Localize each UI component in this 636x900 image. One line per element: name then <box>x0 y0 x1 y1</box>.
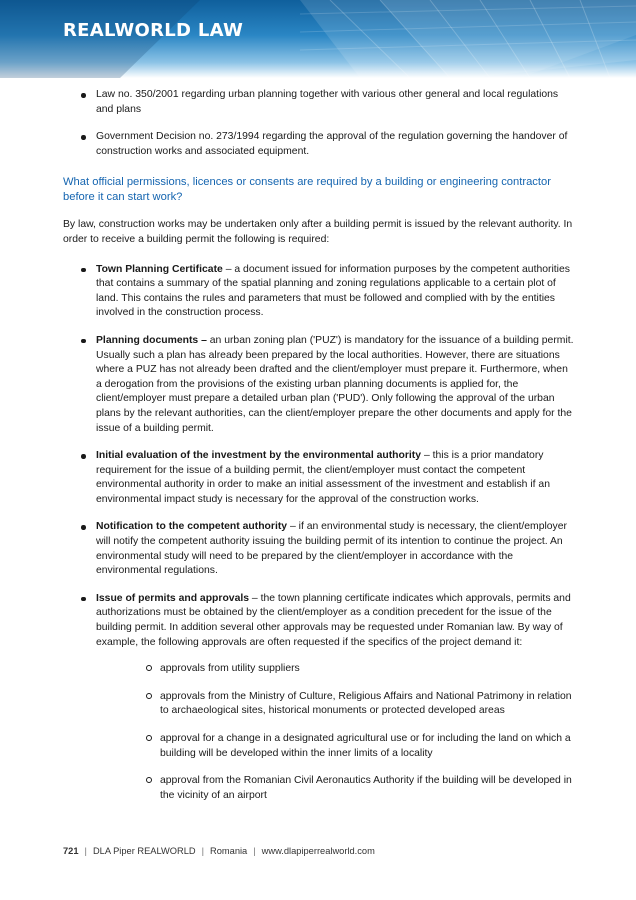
requirement-term: Issue of permits and approvals <box>96 592 250 604</box>
bullet-icon <box>81 135 86 140</box>
requirement-item <box>63 592 576 804</box>
body-paragraph: By law, construction works may be undertaken only after a building permit is issued by the relevant authority. In order to receive a building permit the following is required: <box>63 219 573 245</box>
requirement-term: Initial evaluation of the investment by the environmental authority <box>96 450 422 462</box>
requirement-text: – a document issued for information purposes by the competent authorities that contains a summary of the spatial planning and zoning regulations applicable to a certain plot of land. This contains the rules and parameters that must be followed and complied with by the entities involved in the construction process. <box>96 263 570 319</box>
requirement-item <box>63 520 576 578</box>
approval-item <box>96 732 576 761</box>
approval-text: approvals from utility suppliers <box>160 663 300 675</box>
bullet-icon <box>81 339 86 344</box>
list-item-text: Law no. 350/2001 regarding urban planning together with various other general and local regulations and plans <box>96 89 559 115</box>
approval-item <box>96 690 576 719</box>
bullet-icon <box>81 268 86 273</box>
document-body <box>63 88 576 816</box>
requirement-text: – this is a prior mandatory requirement for the issue of a building permit, the client/employer must contact the competent environmental authority in order to make an initial assessment of the investment and establish if an environmental impact study is necessary for the approval of the construction works. <box>96 450 550 505</box>
header-banner <box>0 0 636 78</box>
approvals-list <box>96 662 576 803</box>
intro-bullet-list <box>63 88 576 159</box>
requirement-text: – the town planning certificate indicates which approvals, permits and authorizations must be obtained by the client/employer as a condition precedent for the issue of the building permit. In addition several other approvals may be requested under Romanian law. By way of example, the following approvals are often requested if the specifics of the project demand it: <box>96 592 571 648</box>
approval-item <box>96 774 576 803</box>
footer-separator: | <box>201 846 205 856</box>
list-item-text: Government Decision no. 273/1994 regarding the approval of the regulation governing the handover of construction works and associated equipment. <box>96 131 568 157</box>
bullet-icon <box>81 454 86 459</box>
requirement-item <box>63 449 576 507</box>
requirement-item <box>63 263 576 321</box>
hollow-bullet-icon <box>146 665 152 671</box>
requirement-term: Town Planning Certificate <box>96 263 223 275</box>
requirements-list <box>63 263 576 804</box>
approval-text: approval from the Romanian Civil Aeronautics Authority if the building will be developed in the vicinity of an airport <box>160 775 572 801</box>
approval-item <box>96 662 576 677</box>
page-footer <box>63 846 375 856</box>
requirement-text: an urban zoning plan ('PUZ') is mandatory for the issuance of a building permit. Usually such a plan has already been prepared by the local authorities. However, there are situations where a PUZ has not already been drafted and the client/employer must prepare it. Furthermore, when a derogation from the provisions of the existing urban planning documents is applied for, the client/employer must prepare a detailed urban plan ('PUD'). Only following the approval of the urban plans by the relevant authorities, can the client/employer prepare the other documents and apply for the issue of a building permit. <box>96 334 574 434</box>
requirement-term: Notification to the competent authority <box>96 521 288 533</box>
list-item <box>63 130 576 159</box>
approval-text: approvals from the Ministry of Culture, Religious Affairs and National Patrimony in relation to archaeological sites, historical monuments or protected developed areas <box>160 690 572 717</box>
requirement-item <box>63 334 576 436</box>
approval-text: approval for a change in a designated agricultural use or for including the land on which a building will be developed within the inner limits of a locality <box>160 733 571 759</box>
bullet-icon <box>81 525 86 530</box>
footer-country: Romania <box>210 846 248 856</box>
requirement-term: Planning documents – <box>96 334 207 346</box>
footer-website-link: www.dlapiperrealworld.com <box>261 846 375 856</box>
hollow-bullet-icon <box>146 693 152 699</box>
hollow-bullet-icon <box>146 735 152 741</box>
page-number: 721 <box>63 846 79 856</box>
list-item <box>63 88 576 117</box>
brand-title: REALWORLD LAW <box>63 20 244 41</box>
bullet-icon <box>81 93 86 98</box>
footer-separator: | <box>84 846 87 856</box>
footer-separator: | <box>253 846 256 856</box>
requirement-text: – if an environmental study is necessary, the client/employer will notify the competent authority issuing the building permit of its intention to continue the project. An environmental study will need to be prepared by the client/employer in accordance with the environmental regulations. <box>96 521 567 577</box>
bullet-icon <box>81 597 86 602</box>
hollow-bullet-icon <box>146 777 152 783</box>
footer-publisher: DLA Piper REALWORLD <box>92 846 196 856</box>
section-question: What official permissions, licences or consents are required by a building or engineering contractor before it can start work? <box>63 176 551 204</box>
